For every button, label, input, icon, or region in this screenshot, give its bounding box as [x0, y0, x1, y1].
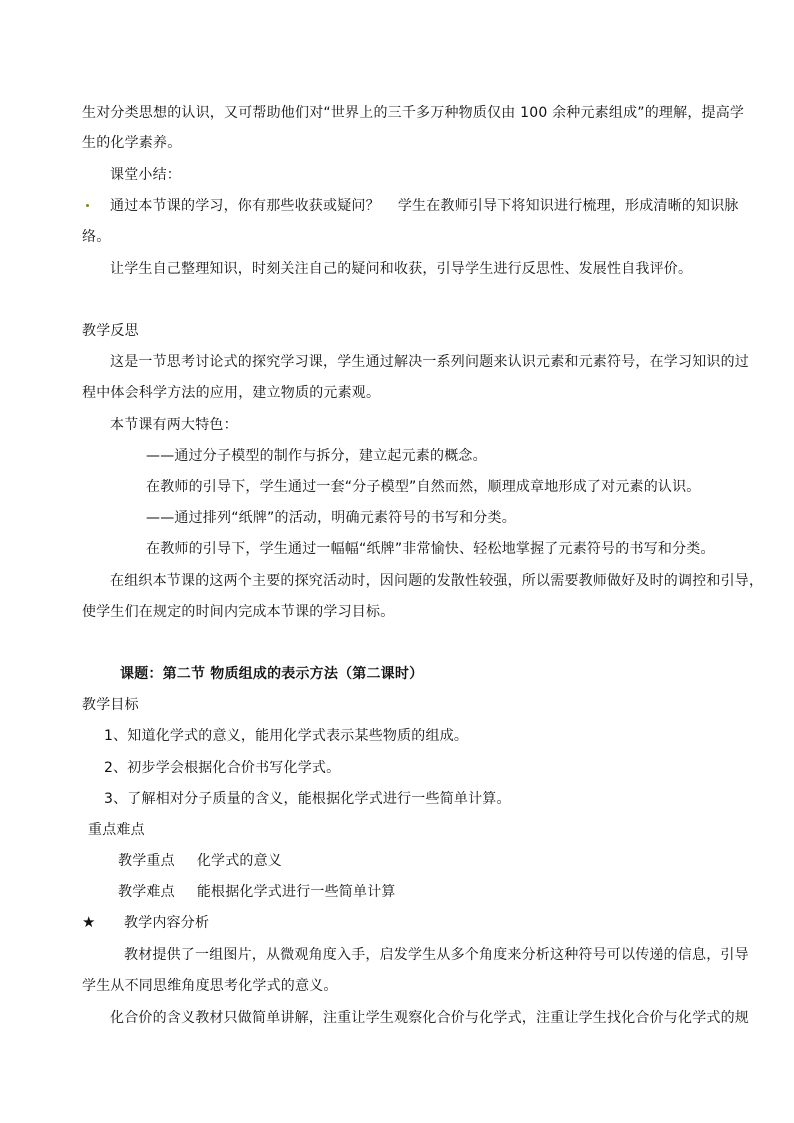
analysis-heading: 教学内容分析 [124, 915, 210, 931]
difficulty-label: 教学难点 [118, 884, 175, 900]
star-icon: ★ [82, 913, 96, 931]
reflection-features-intro: 本节课有两大特色： [110, 417, 238, 433]
goal-item: 1、知道化学式的意义，能用化学式表示某些物质的组成。 [104, 728, 469, 744]
difficulty-value: 能根据化学式进行一些简单计算 [196, 884, 396, 900]
summary-note: 让学生自己整理知识，时刻关注自己的疑问和收获，引导学生进行反思性、发展性自我评价。 [110, 261, 693, 277]
reflection-feature2: ——通过排列“纸牌”的活动，明确元素符号的书写和分类。 [146, 510, 516, 526]
reflection-line2: 程中体会科学方法的应用，建立物质的元素观。 [82, 385, 381, 401]
goal-item: 3、了解相对分子质量的含义，能根据化学式进行一些简单计算。 [104, 791, 511, 807]
analysis-line2: 学生从不同思维角度思考化学式的意义。 [82, 978, 338, 994]
para1-line1: 生对分类思想的认识，又可帮助他们对“世界上的三千多万种物质仅由 100 余种元素组成”的理解，提高学 [82, 105, 745, 121]
analysis-line3: 化合价的含义教材只做简单讲解，注重让学生观察化合价与化学式，注重让学生找化合价与化学式的规 [110, 1010, 749, 1026]
key-label: 教学重点 [118, 853, 175, 869]
lesson-title: 课题：第二节 物质组成的表示方法（第二课时） [120, 666, 424, 682]
difficulty-line [118, 882, 778, 902]
analysis-line1: 教材提供了一组图片，从微观角度入手，启发学生从多个角度来分析这种符号可以传递的信息，引导 [124, 947, 749, 963]
reflection-feature1-desc: 在教师的引导下，学生通过一套“分子模型”自然而然，顺理成章地形成了对元素的认识。 [146, 479, 701, 495]
summary-question: 通过本节课的学习，你有那些收获或疑问？ [110, 198, 380, 214]
reflection-heading: 教学反思 [82, 323, 139, 339]
para1-line2: 生的化学素养。 [82, 135, 182, 151]
reflection-closing-line2: 使学生们在规定的时间内完成本节课的学习目标。 [82, 604, 395, 620]
summary-title: 课堂小结： [110, 167, 181, 183]
reflection-feature1: ——通过分子模型的制作与拆分，建立起元素的概念。 [146, 448, 487, 464]
bullet-mark [86, 204, 89, 207]
goal-item: 2、初步学会根据化合价书写化学式。 [104, 760, 341, 776]
key-value: 化学式的意义 [196, 853, 283, 869]
summary-question-line [110, 196, 770, 216]
key-point-line [118, 851, 778, 871]
reflection-line1: 这是一节思考讨论式的探究学习课，学生通过解决一系列问题来认识元素和元素符号，在学习知识的过 [110, 354, 749, 370]
key-heading: 重点难点 [88, 822, 145, 838]
reflection-closing-line1: 在组织本节课的这两个主要的探究活动时，因问题的发散性较强，所以需要教师做好及时的调控和引导， [110, 573, 764, 589]
summary-answer-line2: 络。 [82, 229, 111, 245]
goals-heading: 教学目标 [82, 697, 139, 713]
reflection-feature2-desc: 在教师的引导下，学生通过一幅幅“纸牌”非常愉快、轻松地掌握了元素符号的书写和分类。 [146, 541, 715, 557]
summary-answer-line1: 学生在教师引导下将知识进行梳理，形成清晰的知识脉 [397, 198, 739, 214]
